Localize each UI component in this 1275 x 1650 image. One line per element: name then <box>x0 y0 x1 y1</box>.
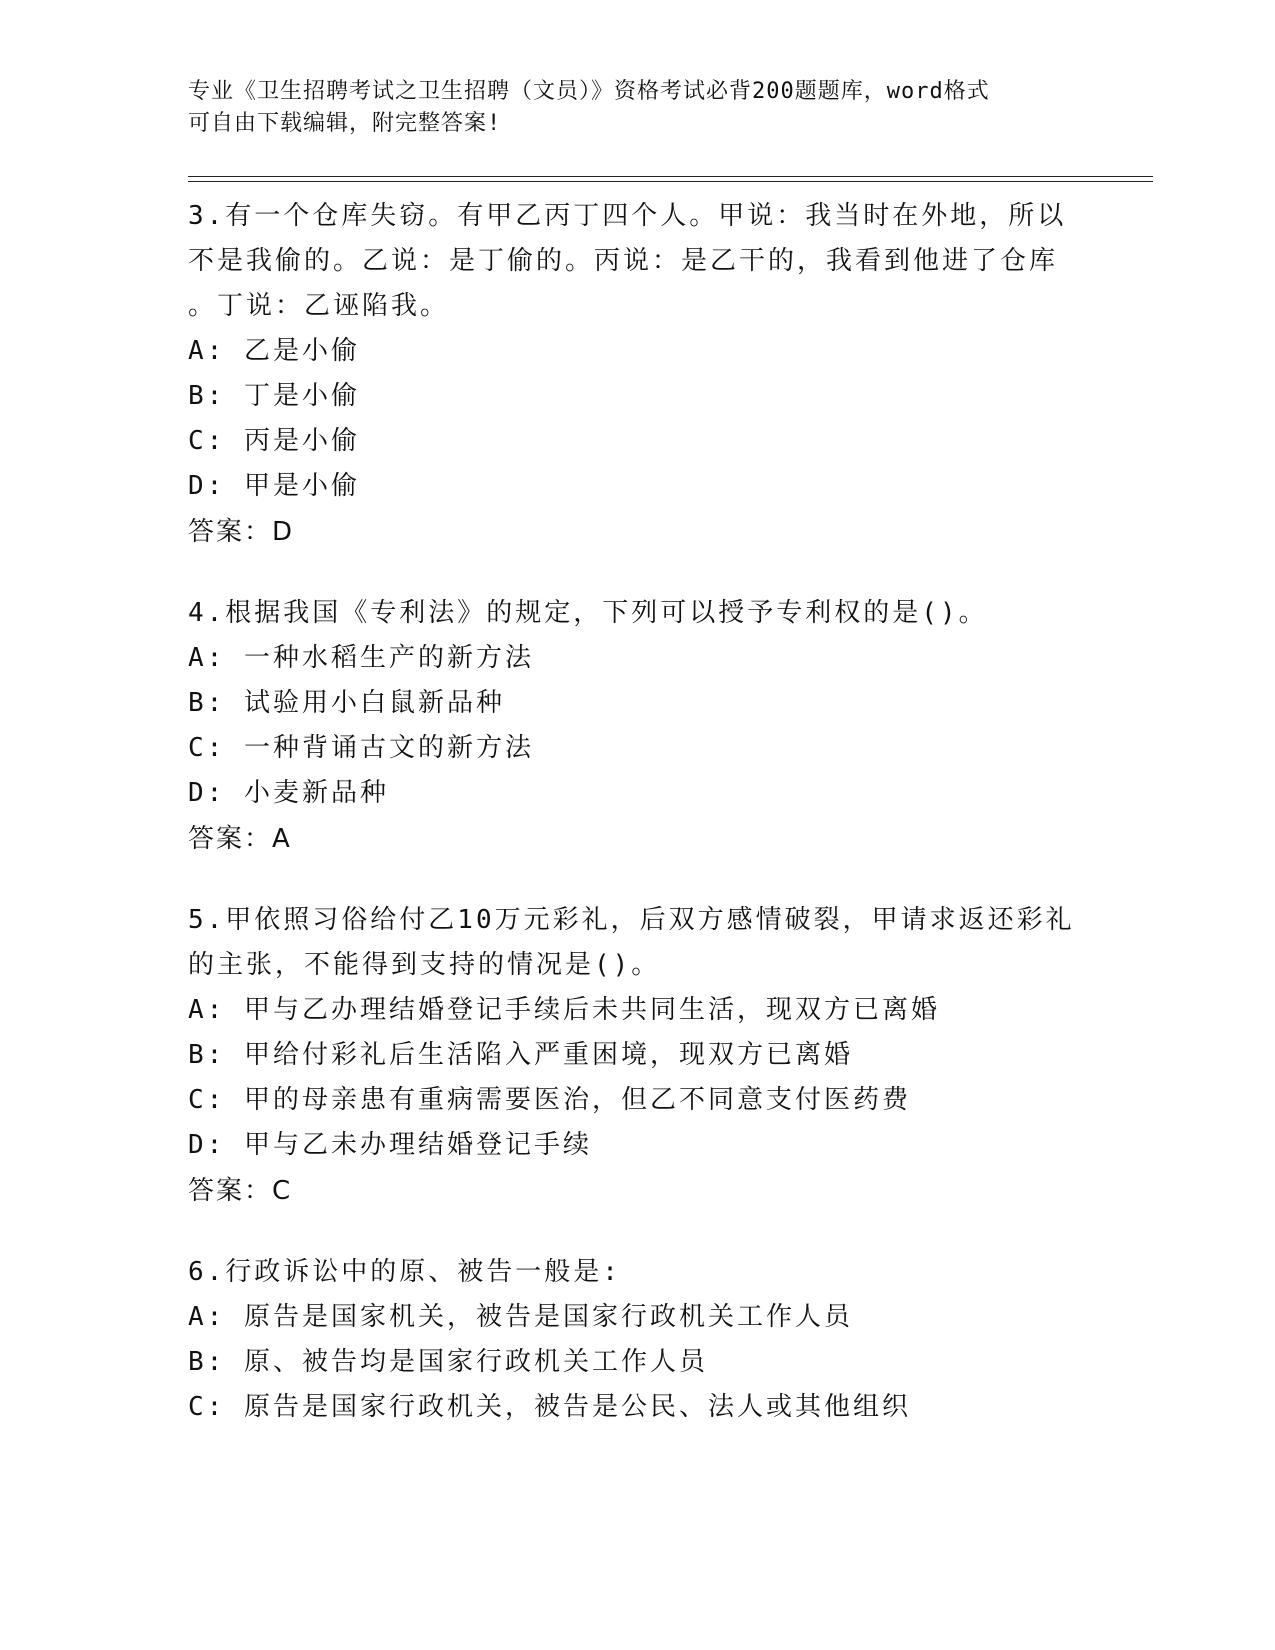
question-stem <box>188 898 1088 988</box>
option-b: B: 丁是小偷 <box>188 381 360 411</box>
option-c: C: 原告是国家行政机关，被告是公民、法人或其他组织 <box>188 1392 911 1422</box>
question-3 <box>188 194 1088 555</box>
question-stem <box>188 194 1088 329</box>
header-divider-top <box>188 176 1153 177</box>
question-stem-line: 6.行政诉讼中的原、被告一般是: <box>188 1257 621 1287</box>
option-a: A: 一种水稻生产的新方法 <box>188 643 534 673</box>
question-4 <box>188 591 1088 862</box>
document-header <box>188 76 1068 140</box>
option-b: B: 原、被告均是国家行政机关工作人员 <box>188 1347 708 1377</box>
option-a: A: 原告是国家机关，被告是国家行政机关工作人员 <box>188 1302 853 1332</box>
question-stem <box>188 1250 1088 1295</box>
question-stem-line: 5.甲依照习俗给付乙10万元彩礼，后双方感情破裂，甲请求返还彩礼 <box>188 905 1075 935</box>
option-d: D: 小麦新品种 <box>188 778 389 808</box>
option-c: C: 一种背诵古文的新方法 <box>188 733 534 763</box>
question-stem-line: 3.有一个仓库失窃。有甲乙丙丁四个人。甲说：我当时在外地，所以 <box>188 201 1067 231</box>
option-c: C: 甲的母亲患有重病需要医治，但乙不同意支付医药费 <box>188 1085 911 1115</box>
header-line: 专业《卫生招聘考试之卫生招聘（文员）》资格考试必背200题题库，word格式 <box>188 79 990 104</box>
option-a: A: 乙是小偷 <box>188 336 360 366</box>
question-list <box>188 194 1088 1466</box>
question-stem-line: 的主张，不能得到支持的情况是()。 <box>188 950 661 980</box>
question-stem-line: 。丁说：乙诬陷我。 <box>188 291 450 321</box>
option-b: B: 试验用小白鼠新品种 <box>188 688 505 718</box>
question-5 <box>188 898 1088 1214</box>
option-b: B: 甲给付彩礼后生活陷入严重困境，现双方已离婚 <box>188 1040 853 1070</box>
answer-line: 答案：C <box>188 1176 293 1206</box>
option-d: D: 甲是小偷 <box>188 471 360 501</box>
question-6 <box>188 1250 1088 1430</box>
question-stem-line: 不是我偷的。乙说：是丁偷的。丙说：是乙干的，我看到他进了仓库 <box>188 246 1059 276</box>
answer-line: 答案：A <box>188 824 292 854</box>
header-line: 可自由下载编辑，附完整答案! <box>188 111 502 136</box>
option-c: C: 丙是小偷 <box>188 426 360 456</box>
option-a: A: 甲与乙办理结婚登记手续后未共同生活，现双方已离婚 <box>188 995 940 1025</box>
option-d: D: 甲与乙未办理结婚登记手续 <box>188 1130 592 1160</box>
question-stem-line: 4.根据我国《专利法》的规定，下列可以授予专利权的是()。 <box>188 598 988 628</box>
header-divider-bottom <box>188 181 1153 182</box>
answer-line: 答案：D <box>188 517 295 547</box>
question-stem <box>188 591 1088 636</box>
